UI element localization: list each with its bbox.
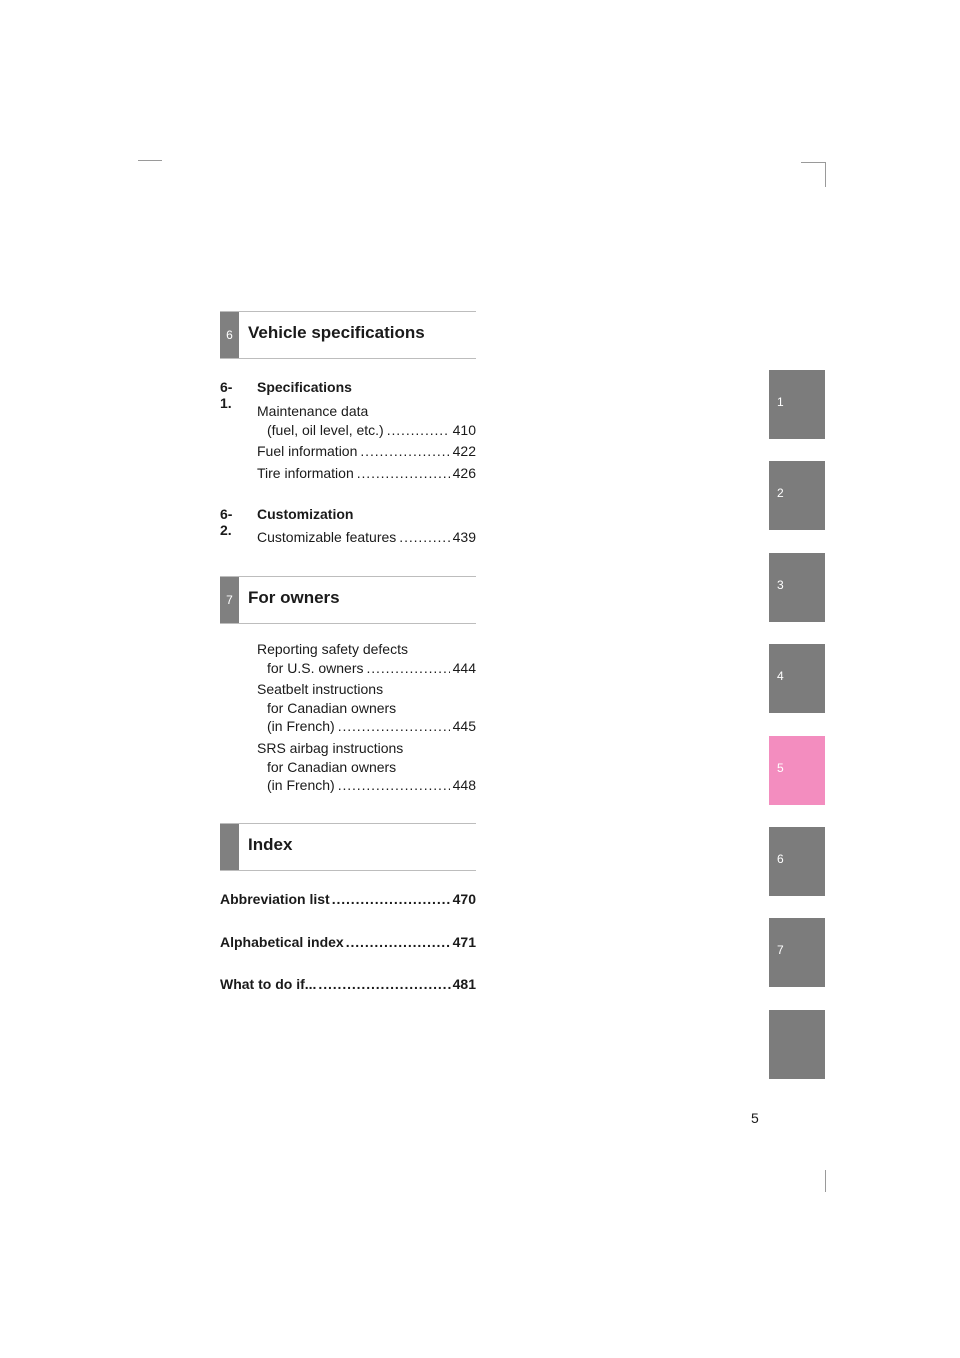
page-number: 5	[751, 1110, 759, 1126]
section-title: Index	[248, 835, 293, 854]
chapter-tab-3[interactable]	[769, 553, 825, 622]
chapter-tab-4[interactable]	[769, 644, 825, 713]
chapter-tab-1[interactable]	[769, 370, 825, 439]
chapter-tab-5[interactable]	[769, 736, 825, 805]
subsection-title: Customization	[257, 506, 354, 522]
entry-line: SRS airbag instructions	[257, 740, 404, 756]
entry-label: (in French)	[267, 777, 335, 793]
tab-label: 4	[777, 669, 784, 683]
entry-page-number: 445	[452, 718, 476, 734]
index-entry-label: Alphabetical index	[220, 934, 344, 950]
toc-entry[interactable]	[257, 680, 476, 736]
entry-line: Seatbelt instructions	[257, 681, 384, 697]
entry-label: Customizable features	[257, 529, 397, 545]
tab-label: 6	[777, 852, 784, 866]
entry-line: Reporting safety defects	[257, 641, 408, 657]
subsection-code: 6-2.	[220, 506, 233, 538]
leader-dots	[346, 934, 451, 950]
entry-page-number: 410	[452, 421, 476, 438]
index-entry-page: 470	[452, 891, 476, 907]
entry-label: (in French)	[267, 718, 335, 734]
crop-mark	[825, 162, 826, 187]
toc-entry[interactable]	[257, 640, 476, 677]
leader-dots	[387, 421, 450, 440]
leader-dots	[366, 659, 449, 678]
entry-line: Maintenance data	[257, 403, 369, 419]
crop-mark	[801, 162, 825, 163]
entry-line: for Canadian owners	[267, 758, 397, 775]
tab-label: 3	[777, 578, 784, 592]
leader-dots	[318, 976, 450, 992]
entry-label: Fuel information	[257, 443, 358, 459]
subsection-title: Specifications	[257, 379, 352, 395]
entry-page-number: 422	[452, 443, 476, 459]
entry-page-number: 439	[452, 529, 476, 545]
index-entry[interactable]	[220, 891, 476, 907]
chapter-tab-7[interactable]	[769, 918, 825, 987]
entry-line: for Canadian owners	[267, 699, 397, 716]
tab-label: 7	[777, 943, 784, 957]
chapter-tab-index[interactable]	[769, 1010, 825, 1079]
leader-dots	[338, 776, 450, 795]
index-entry[interactable]	[220, 976, 476, 992]
section-number-marker: 6	[220, 312, 239, 358]
tab-label: 5	[777, 761, 784, 775]
entry-label: Tire information	[257, 465, 354, 481]
toc-entry[interactable]	[257, 442, 476, 461]
entry-label: for U.S. owners	[267, 659, 364, 676]
chapter-tab-6[interactable]	[769, 827, 825, 896]
leader-dots	[399, 528, 449, 547]
index-entry-label: What to do if...	[220, 976, 317, 992]
section-number-marker	[220, 824, 239, 870]
section-header-vehicle-specifications	[220, 311, 476, 359]
toc-entry[interactable]	[257, 528, 476, 547]
chapter-tab-2[interactable]	[769, 461, 825, 530]
section-header-for-owners	[220, 576, 476, 624]
entry-page-number: 448	[452, 777, 476, 793]
tab-label: 2	[777, 486, 784, 500]
section-number-marker: 7	[220, 577, 239, 623]
toc-entry[interactable]	[257, 739, 476, 795]
index-entry-page: 481	[452, 976, 476, 992]
leader-dots	[360, 442, 449, 461]
leader-dots	[357, 464, 450, 483]
section-title: Vehicle specifications	[248, 323, 425, 342]
leader-dots	[332, 891, 451, 907]
crop-mark	[825, 1170, 826, 1192]
toc-entry[interactable]	[257, 402, 476, 439]
toc-entry[interactable]	[257, 464, 476, 483]
crop-mark	[138, 160, 162, 161]
section-header-index	[220, 823, 476, 871]
entry-page-number: 444	[452, 659, 476, 676]
entry-page-number: 426	[452, 465, 476, 481]
index-entry[interactable]	[220, 934, 476, 950]
entry-label: (fuel, oil level, etc.)	[267, 421, 384, 438]
leader-dots	[338, 717, 450, 736]
index-entry-page: 471	[452, 934, 476, 950]
index-entry-label: Abbreviation list	[220, 891, 330, 907]
tab-label: 1	[777, 395, 784, 409]
subsection-code: 6-1.	[220, 379, 233, 411]
section-title: For owners	[248, 588, 340, 607]
